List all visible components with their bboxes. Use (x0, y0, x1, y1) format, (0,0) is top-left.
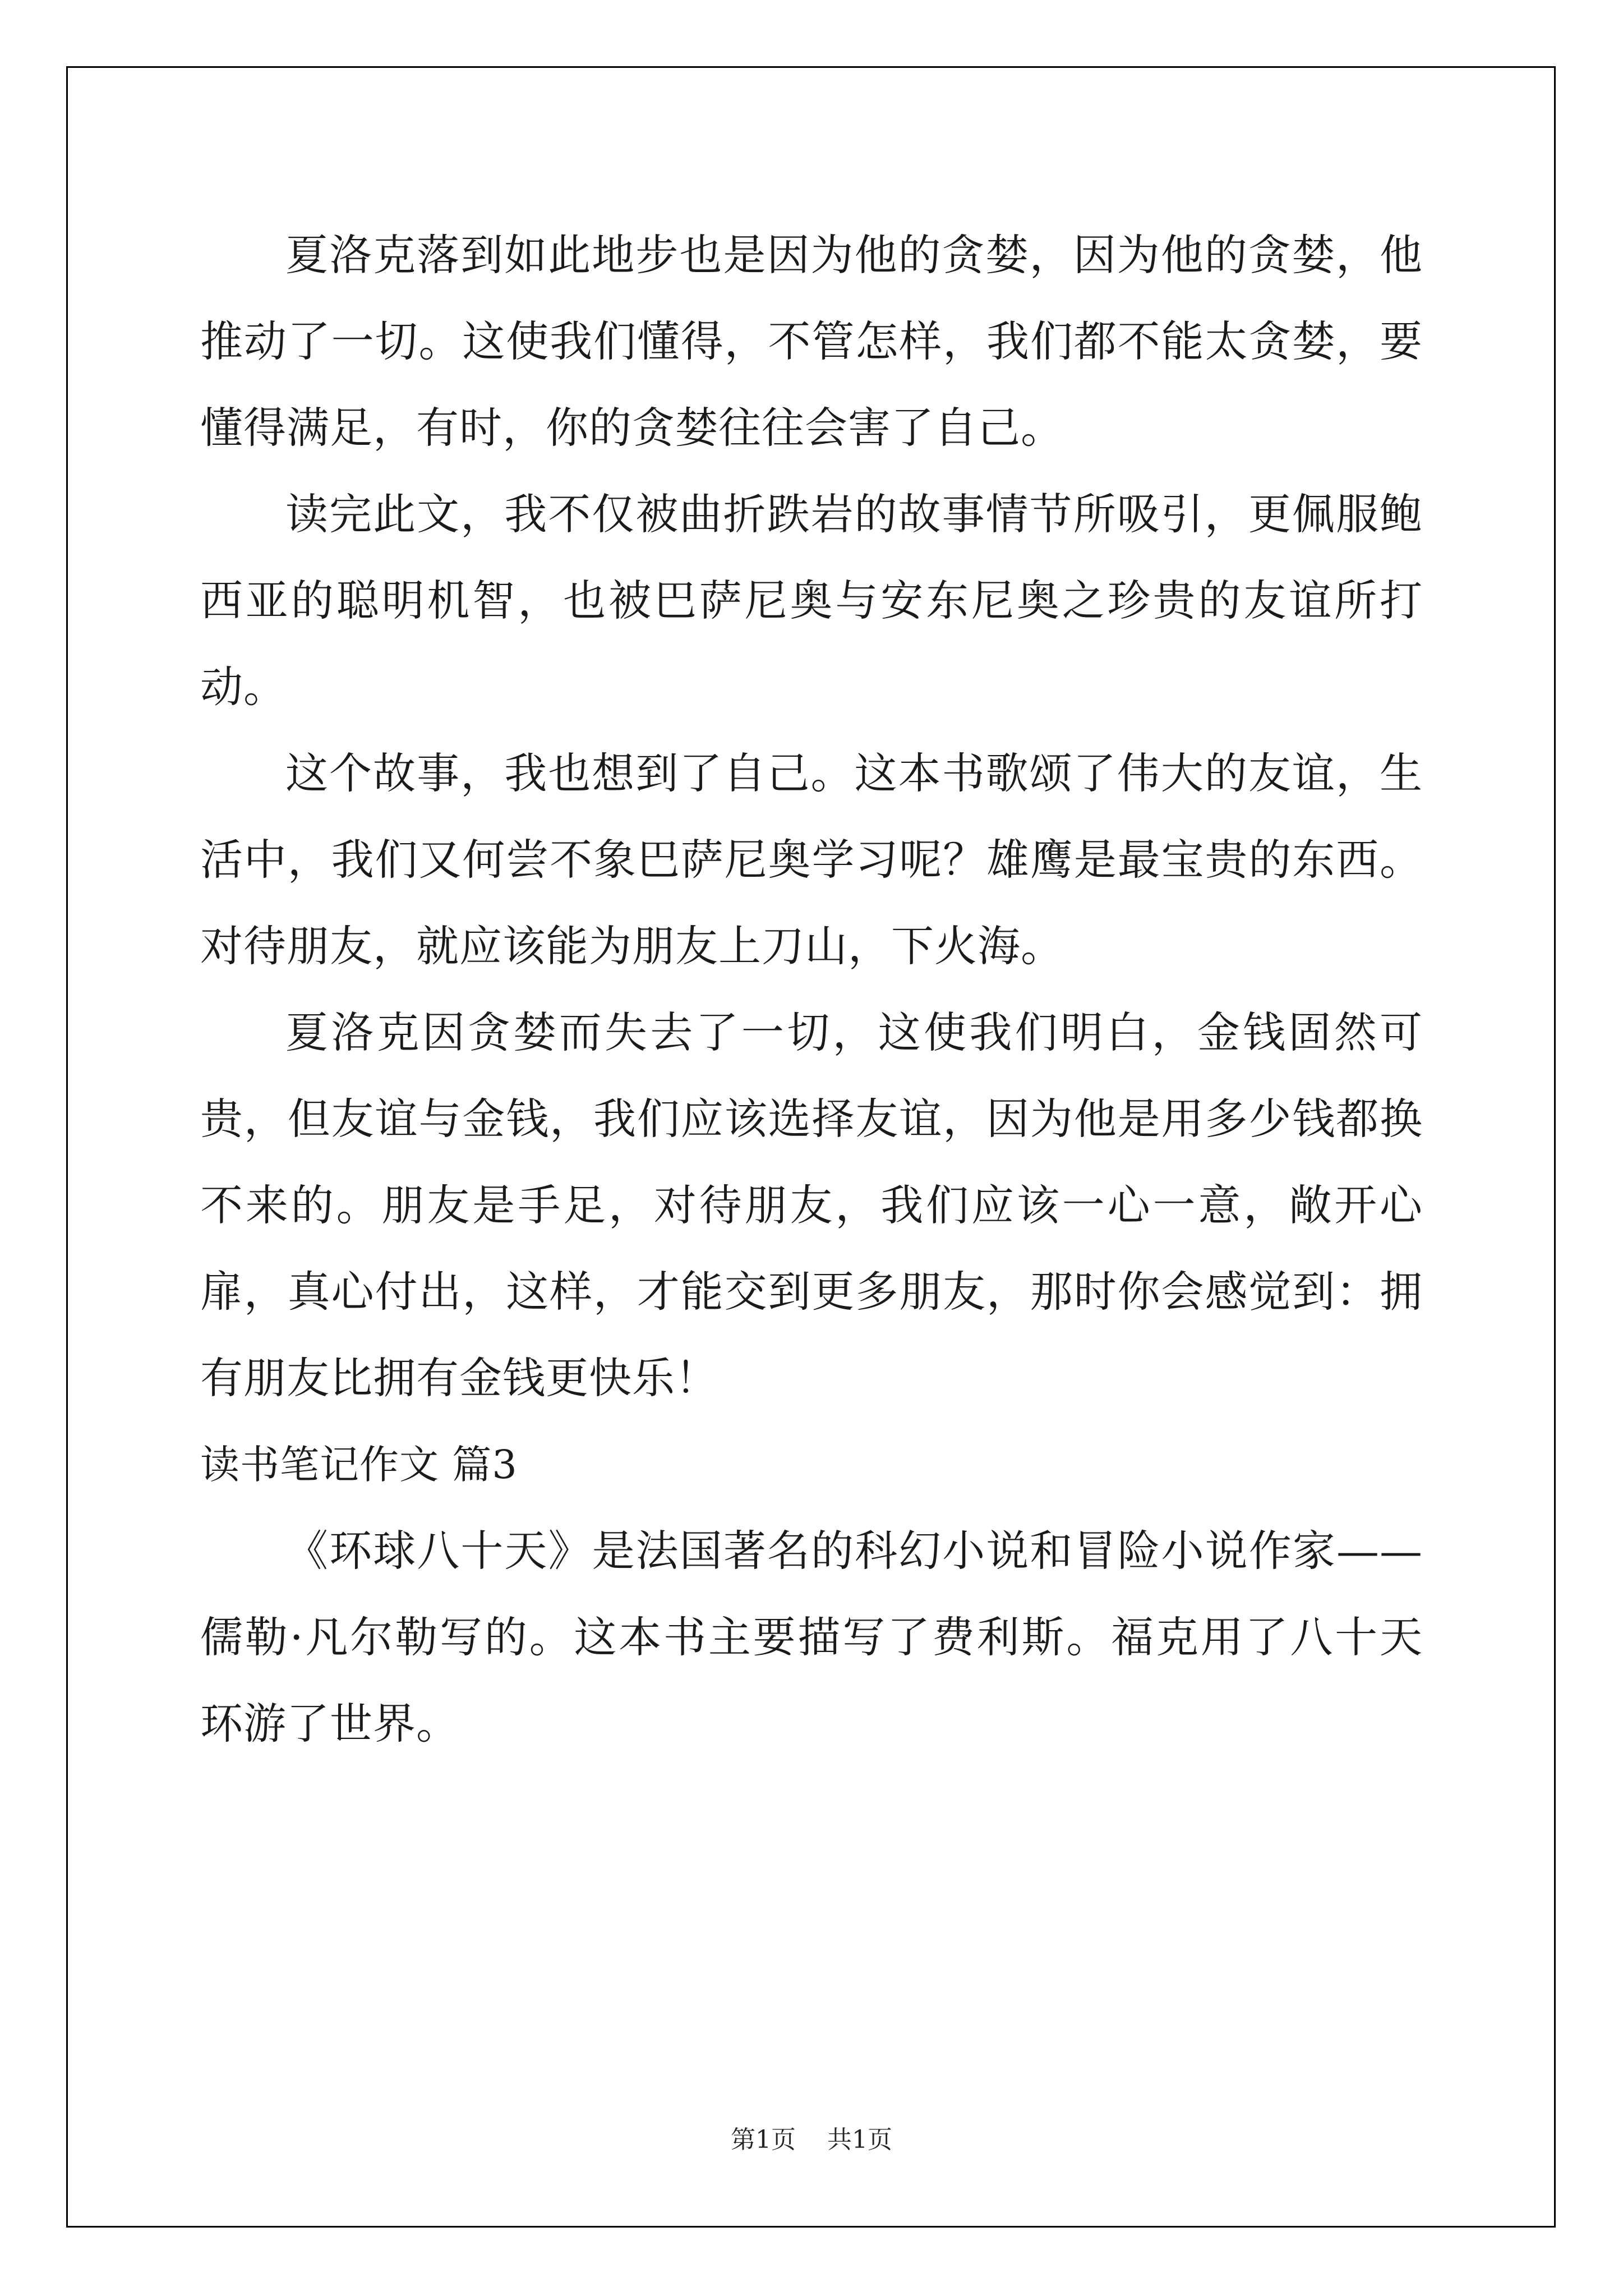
page-footer (0, 2123, 1623, 2157)
paragraph: 这个故事，我也想到了自己。这本书歌颂了伟大的友谊，生活中，我们又何尝不象巴萨尼奥学习呢？雄鹰是最宝贵的东西。对待朋友，就应该能为朋友上刀山，下火海。 (200, 748, 1423, 971)
page-total: 共1页 (827, 2125, 892, 2154)
section-heading: 读书笔记作文 篇3 (200, 1442, 518, 1488)
paragraph: 读完此文，我不仅被曲折跌岩的故事情节所吸引，更佩服鲍西亚的聪明机智，也被巴萨尼奥与安东尼奥之珍贵的友谊所打动。 (200, 489, 1423, 712)
paragraph: 夏洛克落到如此地步也是因为他的贪婪，因为他的贪婪，他推动了一切。这使我们懂得，不管怎样，我们都不能太贪婪，要懂得满足，有时，你的贪婪往往会害了自己。 (200, 230, 1423, 453)
paragraph: 《环球八十天》是法国著名的科幻小说和冒险小说作家——儒勒·凡尔勒写的。这本书主要描写了费利斯。福克用了八十天环游了世界。 (200, 1526, 1423, 1749)
page-number: 第1页 (731, 2125, 796, 2154)
document-body (200, 212, 1423, 1767)
paragraph: 夏洛克因贪婪而失去了一切，这使我们明白，金钱固然可贵，但友谊与金钱，我们应该选择友谊，因为他是用多少钱都换不来的。朋友是手足，对待朋友，我们应该一心一意，敞开心扉，真心付出，这样，才能交到更多朋友，那时你会感觉到：拥有朋友比拥有金钱更快乐！ (200, 1007, 1423, 1403)
